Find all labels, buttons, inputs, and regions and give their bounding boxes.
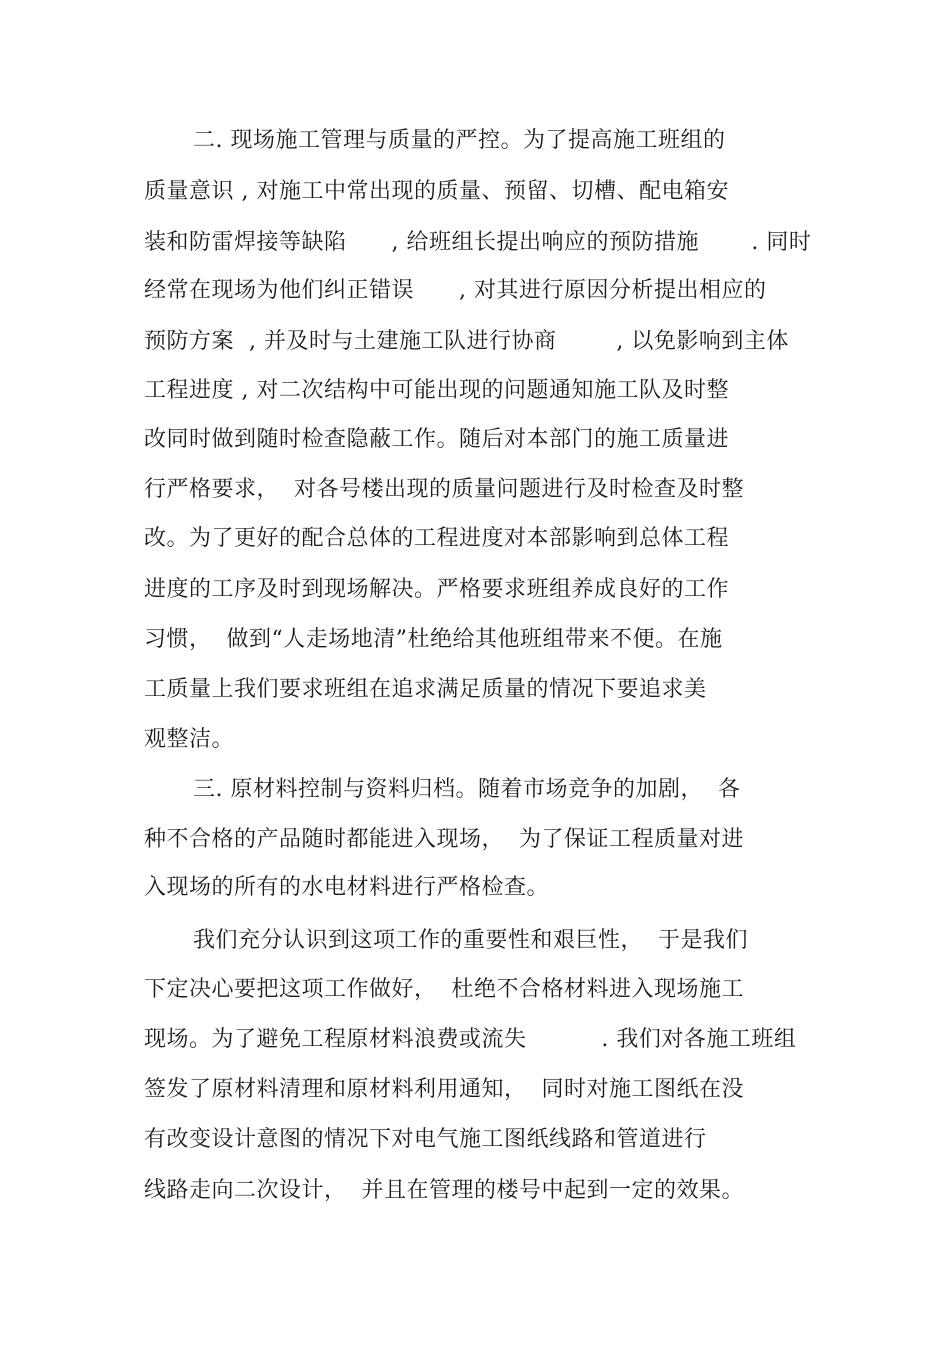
text-line: 现场。为了避免工程原材料浪费或流失 . 我们对各施工班组 <box>144 1027 797 1052</box>
text-line: 习惯， 做到“人走场地清”杜绝给其他班组带来不便。在施 <box>144 627 723 652</box>
text-line: 观整洁。 <box>144 727 235 752</box>
text-line: 改同时做到随时检查隐蔽工作。随后对本部门的施工质量进 <box>144 427 730 452</box>
text-line: 经常在现场为他们纠正错误 , 对其进行原因分析提出相应的 <box>144 278 767 303</box>
text-line: 签发了原材料清理和原材料利用通知， 同时对施工图纸在没 <box>144 1077 744 1102</box>
text-line: 三. 原材料控制与资料归档。随着市场竞争的加剧， 各 <box>193 777 741 802</box>
text-line: 装和防雷焊接等缺陷 , 给班组长提出响应的预防措施 . 同时 <box>144 230 812 255</box>
text-line: 线路走向二次设计， 并且在管理的楼号中起到一定的效果。 <box>144 1178 744 1203</box>
text-line: 二. 现场施工管理与质量的严控。为了提高施工班组的 <box>193 128 726 153</box>
text-line: 预防方案 , 并及时与土建施工队进行协商 , 以免影响到主体 <box>144 329 789 354</box>
text-line: 进度的工序及时到现场解决。严格要求班组养成良好的工作 <box>144 577 730 602</box>
text-line: 改。为了更好的配合总体的工程进度对本部影响到总体工程 <box>144 526 730 551</box>
text-line: 种不合格的产品随时都能进入现场， 为了保证工程质量对进 <box>144 827 744 852</box>
text-line: 行严格要求， 对各号楼出现的质量问题进行及时检查及时整 <box>144 477 744 502</box>
text-line: 我们充分认识到这项工作的重要性和艰巨性， 于是我们 <box>193 928 748 953</box>
text-line: 质量意识 , 对施工中常出现的质量、预留、切槽、配电箱安 <box>144 179 729 204</box>
text-line: 工程进度 , 对二次结构中可能出现的问题通知施工队及时整 <box>144 378 729 403</box>
text-line: 入现场的所有的水电材料进行严格检查。 <box>144 875 550 900</box>
text-line: 有改变设计意图的情况下对电气施工图纸线路和管道进行 <box>144 1127 707 1152</box>
text-line: 工质量上我们要求班组在追求满足质量的情况下要追求美 <box>144 677 707 702</box>
text-line: 下定决心要把这项工作做好， 杜绝不合格材料进入现场施工 <box>144 977 744 1002</box>
